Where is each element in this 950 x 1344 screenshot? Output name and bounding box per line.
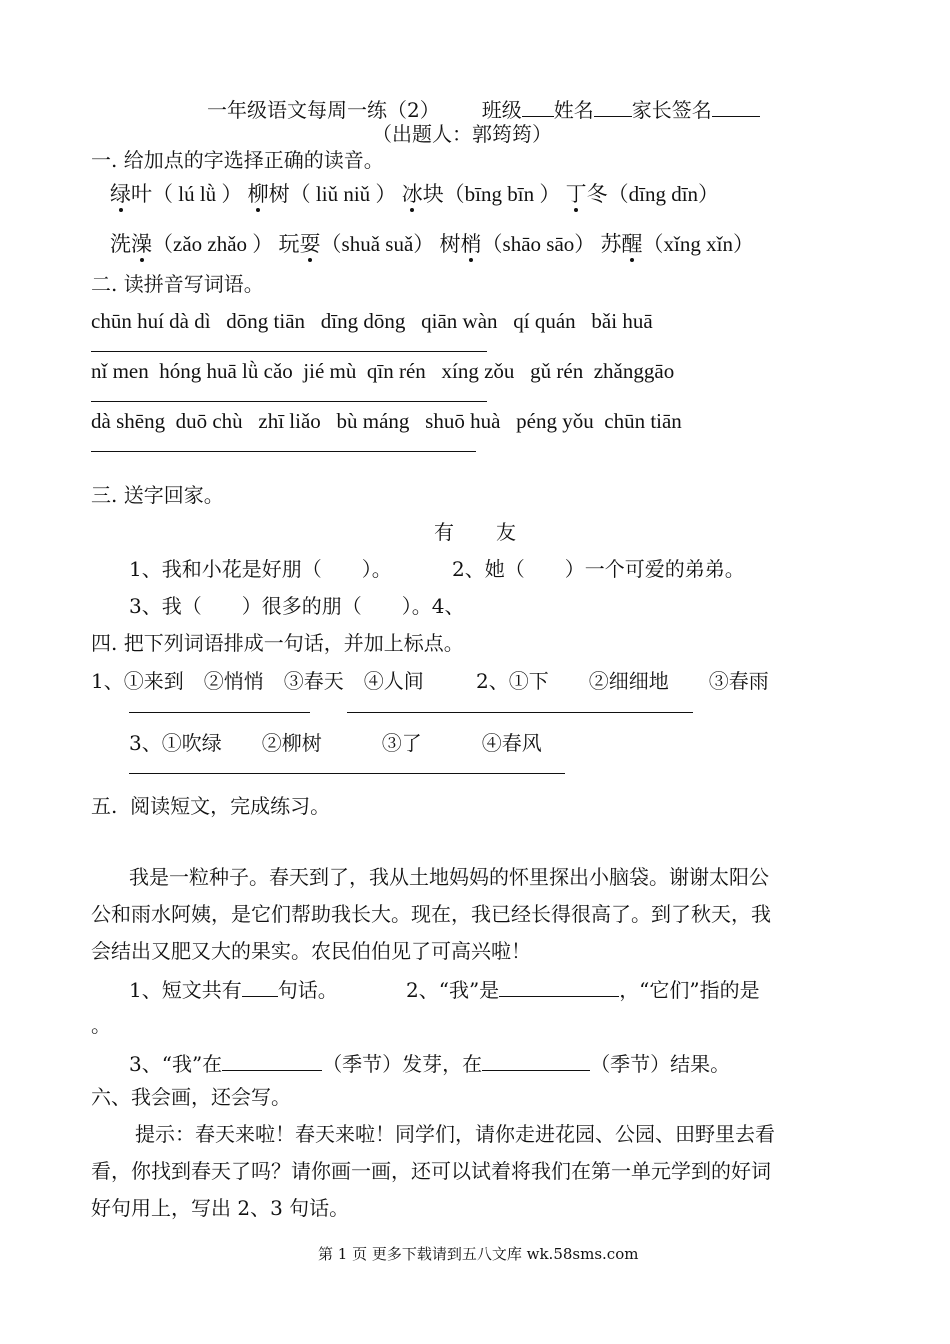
prompt-line-3: 好句用上，写出 2、3 句话。 xyxy=(91,1196,350,1220)
item-wanshua: 玩耍（shuǎ suǎ） xyxy=(278,232,435,256)
answer-line xyxy=(129,712,310,713)
item-lvye: 绿叶（ lú lǜ ） xyxy=(110,182,243,206)
dotted-char: 耍 xyxy=(299,232,321,256)
word-option-friend: 友 xyxy=(496,520,516,544)
prompt-line-1: 提示：春天来啦！春天来啦！同学们，请你走进花园、公园、田野里去看 xyxy=(135,1122,775,1146)
answer-blank xyxy=(222,1052,322,1071)
dotted-char: 丁 xyxy=(565,182,587,206)
section-6-heading: 六、我会画，还会写。 xyxy=(91,1085,291,1109)
reorder-question-3: 3、①吹绿 ②柳树 ③了 ④春风 xyxy=(129,731,542,755)
name-blank xyxy=(594,98,632,117)
dotted-char: 冰 xyxy=(401,182,423,206)
answer-line xyxy=(91,351,487,352)
item-liushu: 柳树（ liǔ niǔ ） xyxy=(247,182,397,206)
section-2-heading: 二. 读拼音写词语。 xyxy=(91,272,264,296)
page-footer: 第 1 页 更多下载请到五八文库 wk.58sms.com xyxy=(318,1245,639,1263)
fill-sentence-3: 3、我（ ）很多的朋（ ）。4、 xyxy=(129,594,465,618)
dotted-char: 澡 xyxy=(131,232,152,256)
fill-sentence-2: 2、她（ ）一个可爱的弟弟。 xyxy=(452,557,745,581)
parent-signature-label: 家长签名 xyxy=(631,98,712,122)
parent-signature-blank xyxy=(712,98,760,117)
answer-line xyxy=(91,451,476,452)
section-3-heading: 三. 送字回家。 xyxy=(91,483,224,507)
pinyin-line-1: chūn huí dà dì dōng tiān dīng dōng qiān wàn qí quán bǎi huā xyxy=(91,309,653,333)
item-suxing: 苏醒（xǐng xǐn） xyxy=(600,232,754,256)
answer-blank xyxy=(499,978,619,997)
answer-blank xyxy=(242,978,278,997)
item-xizao: 洗澡（zǎo zhǎo ） xyxy=(110,232,274,256)
class-label: 班级 xyxy=(481,98,522,122)
word-option-you: 有 xyxy=(434,520,454,544)
reading-question-2: 2、“我”是 ，“它们”指的是 xyxy=(406,978,760,1002)
dotted-char: 柳 xyxy=(247,182,269,206)
pinyin-line-2: nǐ men hóng huā lǜ cǎo jié mù qīn rén xíng zǒu gǔ rén zhǎnggāo xyxy=(91,359,675,383)
answer-line xyxy=(91,401,487,402)
class-blank xyxy=(522,98,554,117)
section-4-heading: 四. 把下列词语排成一句话，并加上标点。 xyxy=(91,631,464,655)
pinyin-line-3: dà shēng duō chù zhī liǎo bù máng shuō huà péng yǒu chūn tiān xyxy=(91,409,682,433)
reading-question-3: 3、“我”在 （季节）发芽，在 （季节）结果。 xyxy=(129,1052,731,1076)
section-1-row-2 xyxy=(110,234,754,255)
item-bingkuai: 冰块（bīng bīn ） xyxy=(401,182,561,206)
answer-line xyxy=(129,773,565,774)
passage-line-3: 会结出又肥又大的果实。农民伯伯见了可高兴啦！ xyxy=(91,939,531,963)
name-label: 姓名 xyxy=(553,98,594,122)
dotted-char: 绿 xyxy=(110,182,131,206)
section-1-row-1 xyxy=(110,184,719,205)
dotted-char: 梢 xyxy=(460,232,482,256)
author-line: （出题人：郭筠筠） xyxy=(372,122,552,146)
item-dingdong: 丁冬（dīng dīn） xyxy=(565,182,720,206)
passage-line-2: 公和雨水阿姨，是它们帮助我长大。现在，我已经长得很高了。到了秋天，我 xyxy=(91,902,771,926)
answer-line xyxy=(347,712,693,713)
section-5-heading: 五. 阅读短文，完成练习。 xyxy=(91,794,331,818)
fill-sentence-1: 1、我和小花是好朋（ ）。 xyxy=(129,557,392,581)
prompt-line-2: 看，你找到春天了吗？请你画一画，还可以试着将我们在第一单元学到的好词 xyxy=(91,1159,771,1183)
answer-blank xyxy=(482,1052,590,1071)
dotted-char: 醒 xyxy=(621,232,643,256)
reading-question-2-end: 。 xyxy=(91,1013,111,1037)
reorder-question-2: 2、①下 ②细细地 ③春雨 xyxy=(476,669,769,693)
section-1-heading: 一. 给加点的字选择正确的读音。 xyxy=(91,148,384,172)
worksheet-title: 一年级语文每周一练（2） 班级 姓名 家长签名 xyxy=(207,98,760,120)
passage-line-1: 我是一粒种子。春天到了，我从土地妈妈的怀里探出小脑袋。谢谢太阳公 xyxy=(129,865,769,889)
reading-question-1: 1、短文共有 句话。 xyxy=(129,978,338,1002)
item-shushao: 树梢（shāo sāo） xyxy=(439,232,596,256)
reorder-question-1: 1、①来到 ②悄悄 ③春天 ④人间 xyxy=(91,669,424,693)
